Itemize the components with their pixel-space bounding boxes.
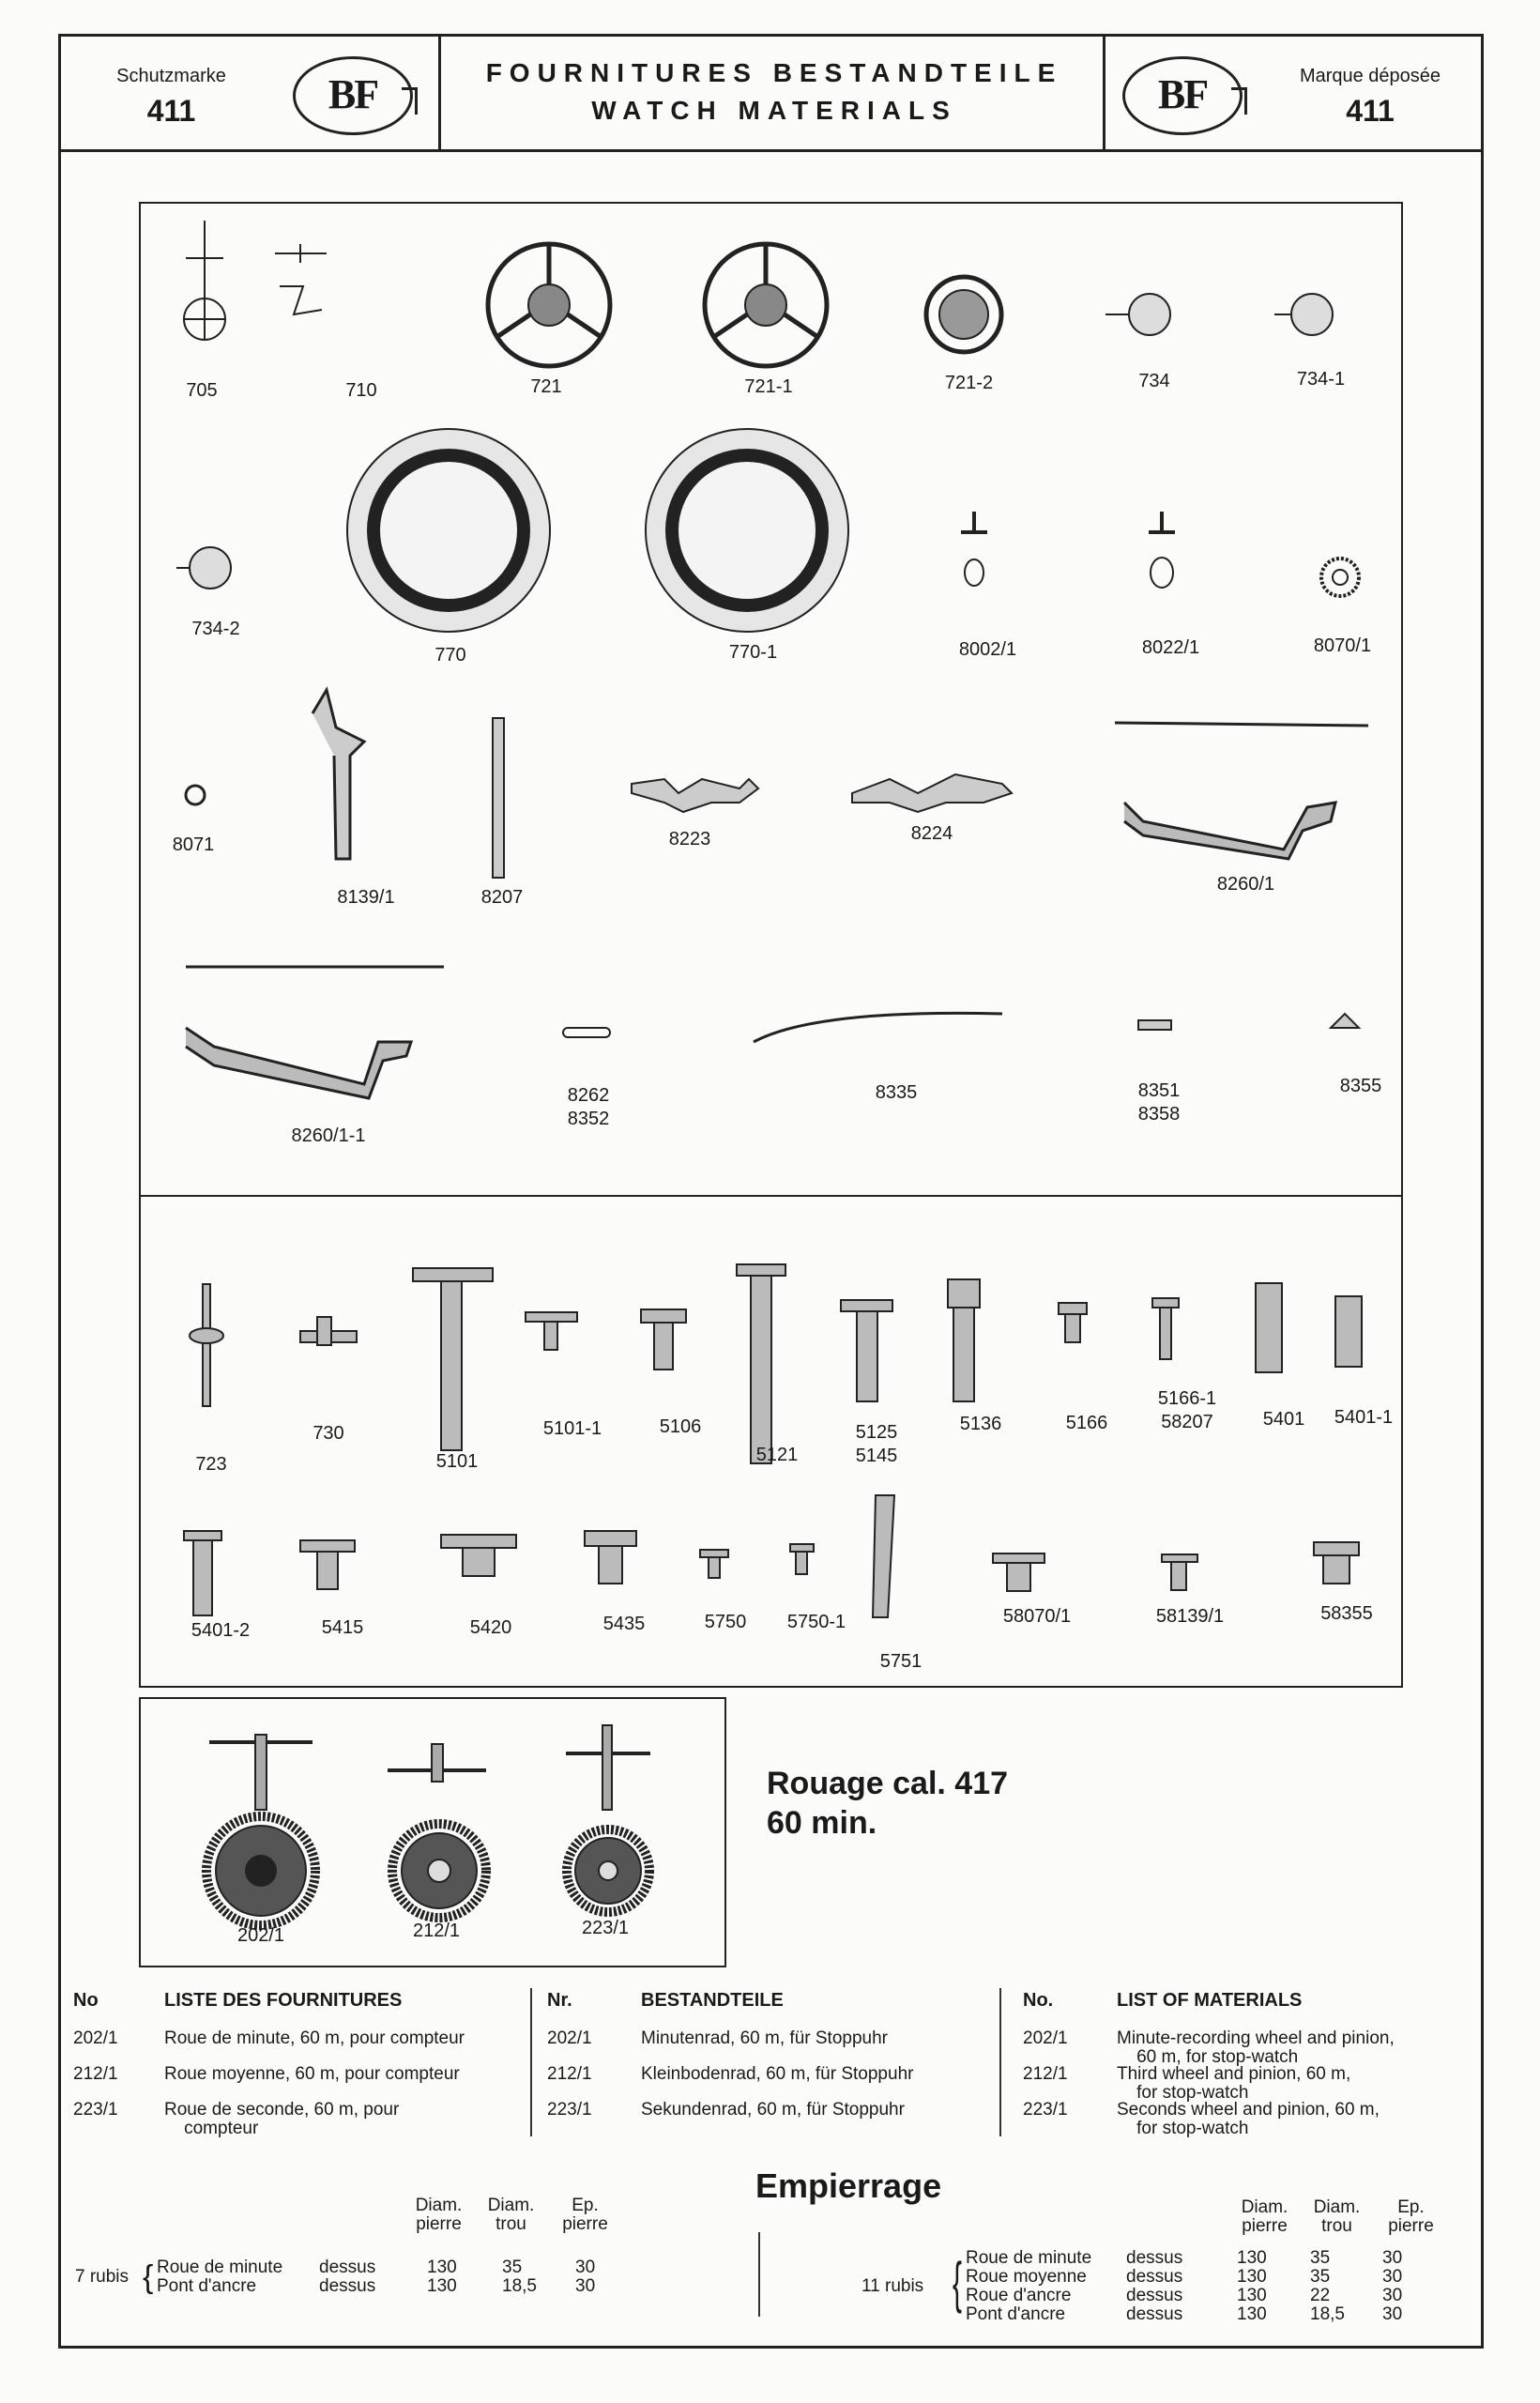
rouage-subtitle: 60 min. [767,1805,877,1841]
jewel-pos: dessus [319,2276,376,2296]
column-divider [758,2232,760,2317]
part-label: 8224 [910,823,953,844]
jewel-name: Roue de minute [157,2258,283,2277]
marque-label: Marque déposée [1299,66,1441,86]
part-label: 8223 [668,829,711,849]
part-label: 721-2 [944,373,994,393]
row-no: 223/1 [73,2100,118,2120]
part-label: 723 [195,1454,227,1475]
part-label: 770-1 [728,642,778,663]
part-label: 5106 [659,1416,702,1437]
part-label: 5101 [435,1451,479,1472]
row-no: 202/1 [1023,2028,1068,2048]
part-label: 5401-2 [191,1620,251,1641]
part-label: 8139/1 [337,887,395,908]
jewel-d1: 130 [427,2276,457,2296]
row-text: Third wheel and pinion, 60 m, for stop-watch [1117,2064,1351,2103]
row-no: 212/1 [1023,2064,1068,2084]
jewel-name: Roue d'ancre [966,2286,1072,2305]
col-header: Diam. pierre [415,2196,463,2234]
jewel-d1: 130 [427,2258,457,2277]
part-label: 58139/1 [1155,1606,1225,1627]
jewel-d2: 22 [1310,2286,1331,2305]
row-no: 223/1 [1023,2100,1068,2120]
jewel-d1: 130 [1237,2304,1267,2324]
part-label: 770 [435,645,466,666]
column-divider [530,1988,532,2136]
empierrage-title: Empierrage [755,2166,942,2205]
part-label: 58355 [1320,1603,1373,1624]
jewel-name: Pont d'ancre [157,2276,257,2296]
col-header: Ep. pierre [562,2196,608,2234]
part-label: 5166-1 58207 [1157,1388,1217,1432]
jewel-d1: 130 [1237,2248,1267,2268]
jewel-d2: 18,5 [1310,2304,1345,2324]
parts-panel-1-drawings [139,202,1403,1197]
part-label: 8070/1 [1313,635,1372,656]
trademark-number: 411 [146,94,196,128]
jewel-name: Pont d'ancre [966,2304,1066,2324]
col-header: Diam. trou [487,2196,535,2234]
rubis-count: 11 rubis [861,2276,924,2296]
part-label: 5435 [602,1614,646,1634]
jewel-d2: 35 [502,2258,523,2277]
jewel-name: Roue de minute [966,2248,1092,2268]
jewel-pos: dessus [1126,2304,1183,2324]
header-divider [1103,34,1105,149]
row-text: Minutenrad, 60 m, für Stoppuhr [641,2028,888,2048]
part-label: 8207 [480,887,524,908]
column-divider [999,1988,1001,2136]
jewel-ep: 30 [575,2276,596,2296]
part-label: 5415 [321,1617,364,1638]
part-label: 212/1 [412,1921,461,1941]
col-no-fr: No [73,1990,99,2011]
col-header: Diam. trou [1313,2197,1361,2236]
part-label: 734-1 [1296,369,1346,390]
part-label: 5750-1 [786,1612,846,1632]
rubis-count: 7 rubis [75,2267,130,2287]
part-label: 8335 [875,1082,918,1103]
jewel-d1: 130 [1237,2267,1267,2287]
part-label: 5121 [755,1445,799,1465]
part-label: 8022/1 [1141,637,1200,658]
col-title-fr: LISTE DES FOURNITURES [164,1990,403,2011]
col-title-de: BESTANDTEILE [641,1990,784,2011]
part-label: 5101-1 [542,1418,602,1439]
part-label: 5166 [1065,1413,1108,1433]
part-label: 734 [1138,371,1170,391]
part-label: 5750 [704,1612,747,1632]
col-no-en: No. [1023,1990,1054,2011]
col-header: Diam. pierre [1241,2197,1288,2236]
part-label: 730 [313,1423,344,1444]
part-label: 721-1 [744,376,793,397]
part-label: 8351 8358 [1137,1080,1181,1125]
part-label: 58070/1 [1002,1606,1072,1627]
brace: { [953,2251,963,2314]
header [58,34,1484,152]
jewel-ep: 30 [1382,2286,1403,2305]
row-text: Minute-recording wheel and pinion, 60 m, for stop-watch [1117,2028,1395,2067]
col-title-en: LIST OF MATERIALS [1117,1990,1303,2011]
row-text: Seconds wheel and pinion, 60 m, for stop-watch [1117,2100,1380,2138]
part-label: 5125 5145 [855,1422,898,1466]
part-label: 705 [186,380,218,401]
part-label: 8260/1-1 [291,1125,366,1146]
trademark-label: Schutzmarke [116,66,226,86]
part-label: 734-2 [191,619,240,639]
part-label: 5420 [469,1617,512,1638]
marque-number: 411 [1346,94,1395,128]
row-no: 202/1 [73,2028,118,2048]
header-divider [438,34,441,149]
bf-logo: BF [293,56,413,135]
jewel-ep: 30 [1382,2248,1403,2268]
rouage-title: Rouage cal. 417 [767,1766,1009,1801]
jewel-ep: 30 [575,2258,596,2277]
jewel-ep: 30 [1382,2267,1403,2287]
part-label: 223/1 [581,1918,630,1938]
jewel-d2: 35 [1310,2267,1331,2287]
part-label: 5401-1 [1334,1407,1394,1428]
header-title-line2: WATCH MATERIALS [591,96,957,125]
row-text: Sekundenrad, 60 m, für Stoppuhr [641,2100,905,2120]
row-no: 223/1 [547,2100,592,2120]
col-no-de: Nr. [547,1990,572,2011]
jewel-pos: dessus [1126,2286,1183,2305]
jewel-d2: 35 [1310,2248,1331,2268]
bf-logo: BF [1122,56,1243,135]
brace: { [143,2259,154,2295]
part-label: 8002/1 [958,639,1017,660]
part-label: 5751 [879,1651,922,1672]
part-label: 5401 [1262,1409,1305,1430]
jewel-pos: dessus [319,2258,376,2277]
part-label: 5136 [959,1414,1002,1434]
row-no: 212/1 [547,2064,592,2084]
part-label: 8262 8352 [567,1085,610,1129]
jewel-name: Roue moyenne [966,2267,1087,2287]
col-header: Ep. pierre [1388,2197,1434,2236]
part-label: 8355 [1339,1076,1382,1096]
row-text: Roue de seconde, 60 m, pour compteur [164,2100,400,2138]
jewel-pos: dessus [1126,2267,1183,2287]
part-label: 721 [530,376,562,397]
part-label: 8071 [172,834,215,855]
header-title-line1: FOURNITURES BESTANDTEILE [485,58,1063,87]
row-no: 202/1 [547,2028,592,2048]
jewel-ep: 30 [1382,2304,1403,2324]
row-text: Kleinbodenrad, 60 m, für Stoppuhr [641,2064,914,2084]
part-label: 202/1 [236,1925,285,1946]
jewel-pos: dessus [1126,2248,1183,2268]
row-text: Roue moyenne, 60 m, pour compteur [164,2064,460,2084]
row-text: Roue de minute, 60 m, pour compteur [164,2028,465,2048]
row-no: 212/1 [73,2064,118,2084]
jewel-d2: 18,5 [502,2276,537,2296]
part-label: 710 [345,380,377,401]
jewel-d1: 130 [1237,2286,1267,2305]
part-label: 8260/1 [1216,874,1275,895]
